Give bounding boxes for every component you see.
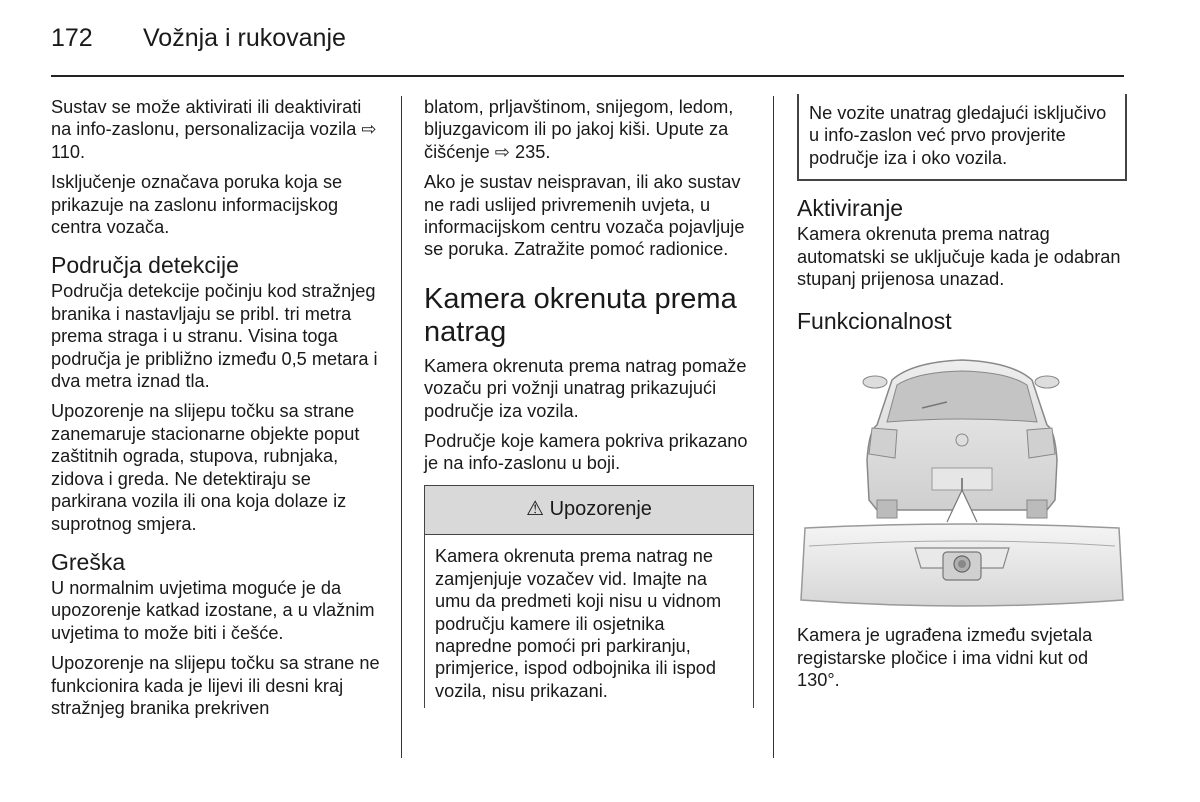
column-2: [424, 96, 754, 708]
column-3: [797, 96, 1127, 700]
paragraph: Ako je sustav neispravan, ili ako sustav ne radi uslijed privremenih uvjeta, u informacijskom centru vozača pojavljuje se poruka. Zatražite pomoć radionice.: [424, 172, 745, 260]
car-rear-camera-icon: [797, 350, 1127, 614]
paragraph: Kamera okrenuta prema natrag pomaže vozaču pri vožnji unatrag prikazujući područje iza vozila.: [424, 355, 747, 421]
section-heading-error: Greška: [51, 548, 126, 575]
paragraph: U normalnim uvjetima moguće je da upozorenje katkad izostane, a u vlažnim uvjetima to može biti i češće.: [51, 577, 375, 643]
page-number: 172: [51, 24, 93, 52]
paragraph: blatom, prljavštinom, snijegom, ledom, bljuzgavicom ili po jakoj kiši. Upute za čišćenje ⇨ 235.: [424, 97, 734, 162]
header-rule: [51, 75, 1124, 77]
paragraph: Isključenje označava poruka koja se prikazuje na zaslonu informacijskog centra vozača.: [51, 172, 343, 238]
page-header: [51, 24, 346, 53]
image-caption: Kamera je ugrađena između svjetala registarske pločice i ima vidni kut od 130°.: [797, 625, 1093, 691]
paragraph: Kamera okrenuta prema natrag automatski se uključuje kada je odabran stupanj prijenosa unazad.: [797, 224, 1121, 290]
column-divider-left: [401, 96, 402, 758]
paragraph: Upozorenje na slijepu točku sa strane zanemaruje stacionarne objekte poput zaštitnih ograda, stupova, rubnjaka, zidova i greda. Ne detektiraju se parkirana vozila ili ona koja dolaze iz suprotnog smjera.: [51, 401, 360, 534]
warning-continuation-box: [797, 94, 1127, 181]
warning-text: Kamera okrenuta prema natrag ne zamjenjuje vozačev vid. Imajte na umu da predmeti koji nisu u vidnom području kamere ili osjetnika napredne pomoći pri parkiranju, primjerice, ispod odbojnika ili ispod vozila, nisu prikazani.: [435, 546, 722, 701]
section-heading-activation: Aktiviranje: [797, 195, 904, 222]
paragraph: Područje koje kamera pokriva prikazano je na info-zaslonu u boji.: [424, 431, 748, 474]
warning-header: ⚠ Upozorenje: [425, 486, 753, 535]
chapter-title: Vožnja i rukovanje: [143, 24, 346, 52]
warning-box: [424, 485, 754, 708]
section-heading-camera: Kamera okrenuta prema natrag: [424, 282, 737, 348]
warning-continuation-text: Ne vozite unatrag gledajući isključivo u info-zaslon već prvo provjerite područje iza i oko vozila.: [809, 103, 1107, 168]
paragraph: Područja detekcije počinju kod stražnjeg branika i nastavljaju se pribl. tri metra prema straga i u stranu. Visina toga područja je približno između 0,5 metara i dva metra iznad tla.: [51, 281, 378, 392]
column-divider-right: [773, 96, 774, 758]
rear-camera-illustration: [797, 350, 1127, 614]
paragraph: Sustav se može aktivirati ili deaktivirati na info-zaslonu, personalizacija vozila ⇨ 110.: [51, 97, 377, 162]
section-heading-function: Funkcionalnost: [797, 308, 952, 335]
paragraph: Upozorenje na slijepu točku sa strane ne funkcionira kada je lijevi ili desni kraj stražnjeg branika prekriven: [51, 653, 380, 718]
column-1: [51, 96, 386, 727]
section-heading-detection: Područja detekcije: [51, 252, 239, 279]
